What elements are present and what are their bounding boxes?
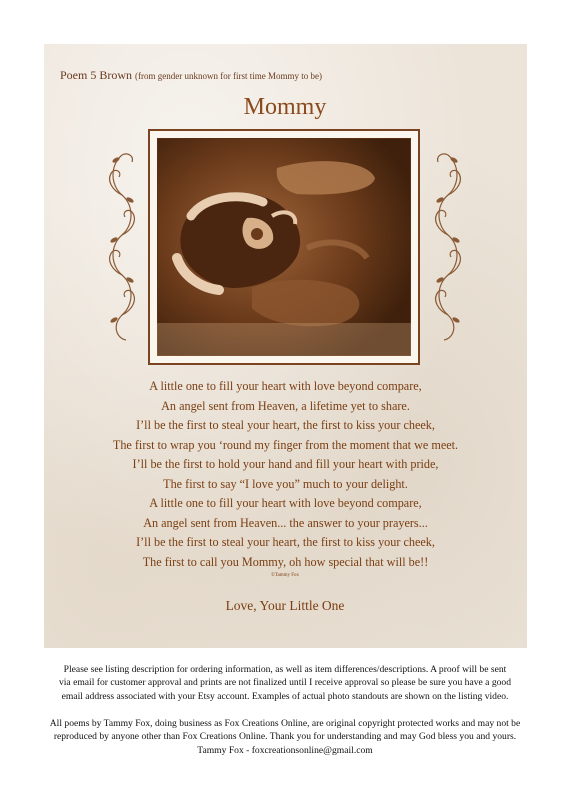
footer-line: via email for customer approval and prints are not finalized until I receive approval so please be sure you have a good — [58, 677, 512, 689]
ultrasound-image-icon — [157, 138, 411, 356]
poem-line: The first to wrap you ‘round my finger from the moment that we meet. — [112, 437, 459, 452]
poem-copyright-credit: ©Tammy Fox — [270, 573, 300, 578]
footer-line: email address associated with your Etsy account. Examples of actual photo standouts are shown on the listing video. — [61, 690, 509, 702]
footer-contact: Tammy Fox - foxcreationsonline@gmail.com — [197, 744, 373, 756]
poem-line: I’ll be the first to hold your hand and fill your heart with pride, — [132, 457, 439, 471]
poem-line: The first to say “I love you” much to your delight. — [163, 476, 408, 491]
footer-line: Please see listing description for ordering information, as well as item differences/descriptions. A proof will be sent — [63, 664, 507, 675]
poem-line: The first to call you Mommy, oh how special that will be!! — [142, 554, 429, 569]
poem-line: An angel sent from Heaven, a lifetime yet to share. — [161, 398, 410, 413]
poem-line: I’ll be the first to steal your heart, the first to kiss your cheek, — [136, 418, 435, 432]
right-scroll-ornament-icon — [428, 150, 468, 345]
poem-line: A little one to fill your heart with love beyond compare, — [149, 496, 422, 510]
footer-line: All poems by Tammy Fox, doing business as Fox Creations Online, are original copyright protected works and may not be — [49, 718, 521, 729]
ultrasound-photo-frame — [148, 129, 420, 365]
footer-line: reproduced by anyone other than Fox Creations Online. Thank you for understanding and may God bless you and yours. — [53, 731, 517, 743]
poem-line: I’ll be the first to steal your heart, the first to kiss your cheek, — [136, 535, 435, 549]
poem-label-subtitle: (from gender unknown for first time Mommy to be) — [135, 71, 322, 81]
poem-label-name: Poem 5 Brown — [60, 68, 132, 82]
poem-line: A little one to fill your heart with love beyond compare, — [149, 379, 422, 393]
poem-label — [60, 68, 322, 83]
poem-line: An angel sent from Heaven... the answer to your prayers... — [143, 515, 428, 530]
copyright-paragraph — [30, 717, 540, 757]
ordering-info-paragraph — [30, 663, 540, 703]
poem-body — [44, 377, 527, 572]
poem-signoff: Love, Your Little One — [225, 598, 345, 613]
poem-title: Mommy — [243, 94, 327, 120]
left-scroll-ornament-icon — [102, 150, 142, 345]
